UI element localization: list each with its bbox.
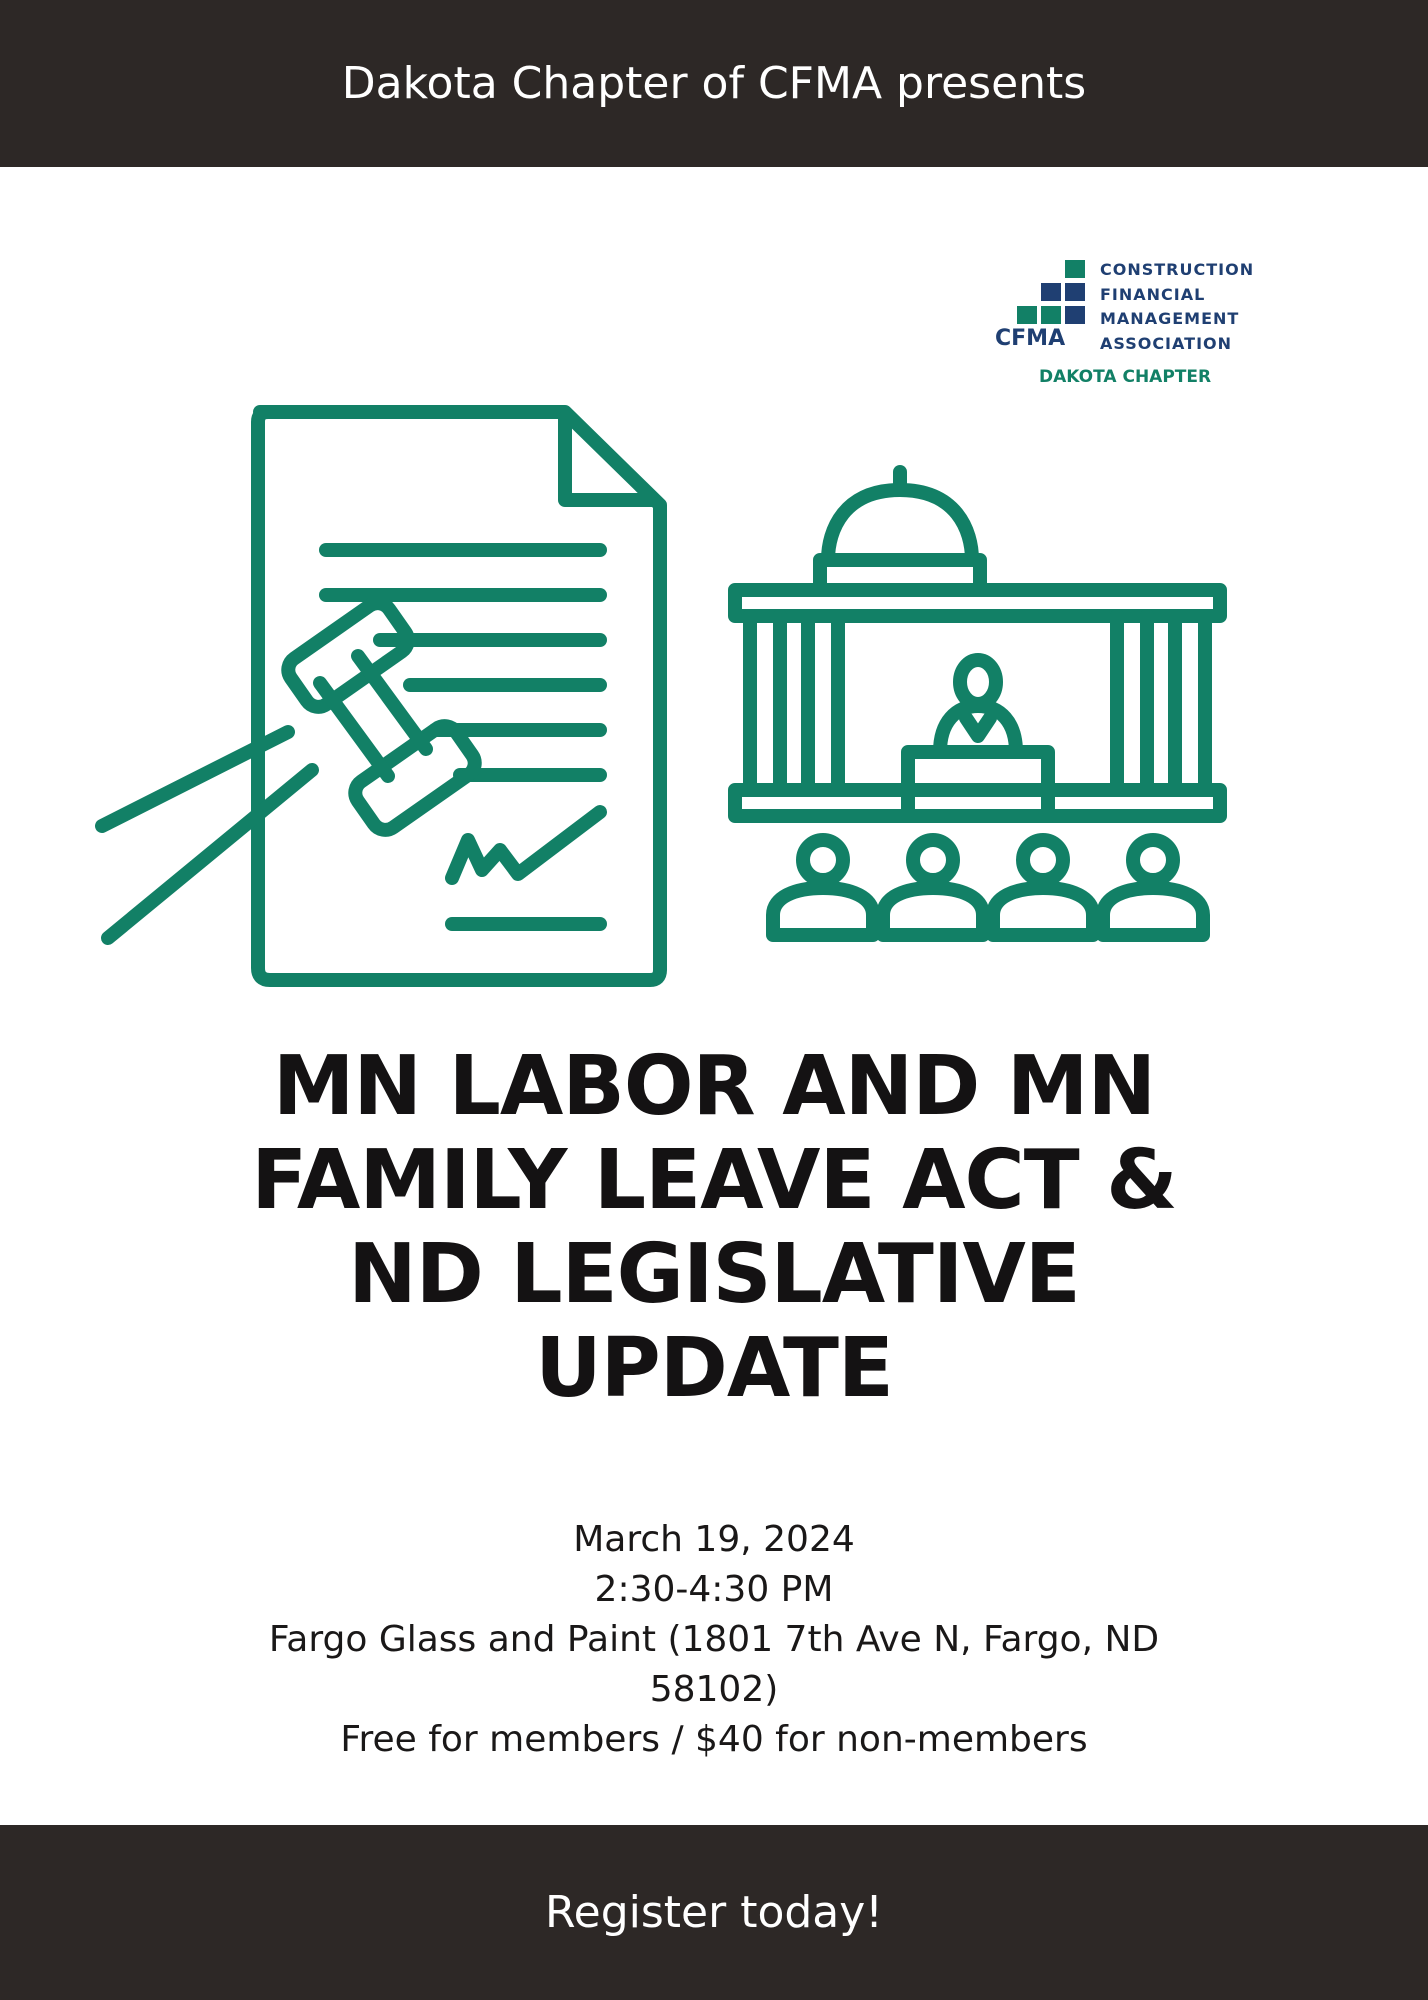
logo-square bbox=[1065, 306, 1085, 324]
logo-square bbox=[1041, 283, 1061, 301]
logo-line: CONSTRUCTION bbox=[1100, 260, 1255, 279]
event-price: Free for members / $40 for non-members bbox=[340, 1719, 1088, 1760]
logo-square bbox=[1065, 260, 1085, 278]
illustration bbox=[90, 400, 1240, 1000]
header-text: Dakota Chapter of CFMA presents bbox=[341, 58, 1087, 109]
logo-line: MANAGEMENT bbox=[1100, 309, 1240, 328]
logo-line: ASSOCIATION bbox=[1100, 333, 1233, 353]
logo-square bbox=[1041, 306, 1061, 324]
event-details bbox=[160, 1515, 1268, 1765]
event-location: Fargo Glass and Paint (1801 7th Ave N, Fargo, ND bbox=[268, 1619, 1160, 1660]
logo-line: FINANCIAL bbox=[1100, 284, 1206, 304]
logo-wordmark bbox=[1100, 258, 1254, 356]
courthouse-speaker-icon bbox=[735, 472, 1220, 935]
title-line: FAMILY LEAVE ACT & bbox=[251, 1133, 1177, 1228]
logo-square bbox=[1065, 283, 1085, 301]
title-line: MN LABOR AND MN bbox=[272, 1039, 1156, 1134]
cfma-logo bbox=[995, 255, 1275, 395]
event-location-zip: 58102) bbox=[649, 1669, 779, 1710]
logo-chapter: DAKOTA CHAPTER bbox=[1039, 367, 1212, 387]
event-title bbox=[150, 1040, 1278, 1416]
document-gavel-icon bbox=[102, 412, 660, 980]
header-band bbox=[0, 0, 1428, 167]
event-date: March 19, 2024 bbox=[573, 1519, 855, 1560]
logo-abbr: CFMA bbox=[995, 326, 1066, 351]
event-time: 2:30-4:30 PM bbox=[594, 1569, 834, 1610]
title-line: ND LEGISLATIVE bbox=[348, 1227, 1080, 1322]
footer-band bbox=[0, 1825, 1428, 2000]
register-link[interactable]: Register today! bbox=[545, 1887, 883, 1938]
title-line: UPDATE bbox=[535, 1321, 893, 1416]
logo-square bbox=[1017, 306, 1037, 324]
